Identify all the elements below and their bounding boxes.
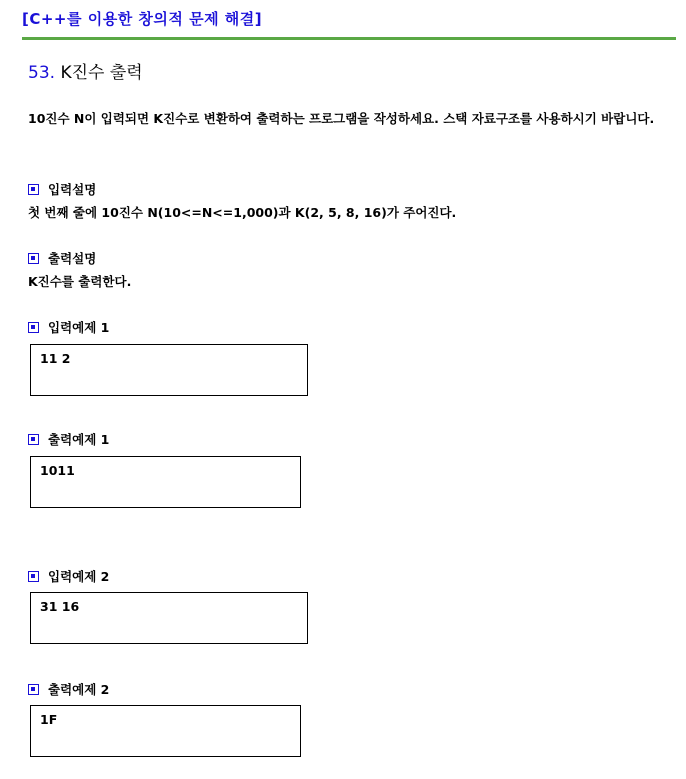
document-header: [C++를 이용한 창의적 문제 해결] bbox=[22, 10, 263, 28]
problem-title-text: K진수 출력 bbox=[60, 63, 143, 83]
output-desc-text: K진수를 출력한다. bbox=[28, 274, 132, 289]
example-heading bbox=[28, 430, 109, 448]
bullet-square-icon bbox=[28, 434, 39, 445]
output-desc-label: 출력설명 bbox=[48, 251, 97, 266]
header-divider bbox=[22, 37, 676, 40]
example-value: 1F bbox=[40, 712, 58, 727]
example-value: 31 16 bbox=[40, 599, 80, 614]
input-desc-label: 입력설명 bbox=[48, 182, 97, 197]
bullet-square-icon bbox=[28, 253, 39, 264]
example-label: 출력예제 1 bbox=[48, 432, 110, 447]
example-value: 1011 bbox=[40, 463, 75, 478]
problem-number: 53. bbox=[28, 63, 56, 83]
output-desc-heading bbox=[28, 249, 96, 267]
problem-description: 10진수 N이 입력되면 K진수로 변환하여 출력하는 프로그램을 작성하세요. 스택 자료구조를 사용하시기 바랍니다. bbox=[28, 111, 655, 126]
example-heading bbox=[28, 680, 109, 698]
problem-title bbox=[28, 58, 143, 83]
example-value: 11 2 bbox=[40, 351, 71, 366]
input-desc-heading bbox=[28, 180, 96, 198]
example-box bbox=[30, 344, 308, 396]
bullet-square-icon bbox=[28, 322, 39, 333]
example-box bbox=[30, 456, 301, 508]
example-box bbox=[30, 705, 301, 757]
example-label: 출력예제 2 bbox=[48, 682, 110, 697]
bullet-square-icon bbox=[28, 571, 39, 582]
input-desc-text: 첫 번째 줄에 10진수 N(10<=N<=1,000)과 K(2, 5, 8, 16)가 주어진다. bbox=[28, 205, 457, 220]
example-label: 입력예제 2 bbox=[48, 569, 110, 584]
example-heading bbox=[28, 567, 109, 585]
example-box bbox=[30, 592, 308, 644]
bullet-square-icon bbox=[28, 184, 39, 195]
bullet-square-icon bbox=[28, 684, 39, 695]
example-label: 입력예제 1 bbox=[48, 320, 110, 335]
example-heading bbox=[28, 318, 109, 336]
